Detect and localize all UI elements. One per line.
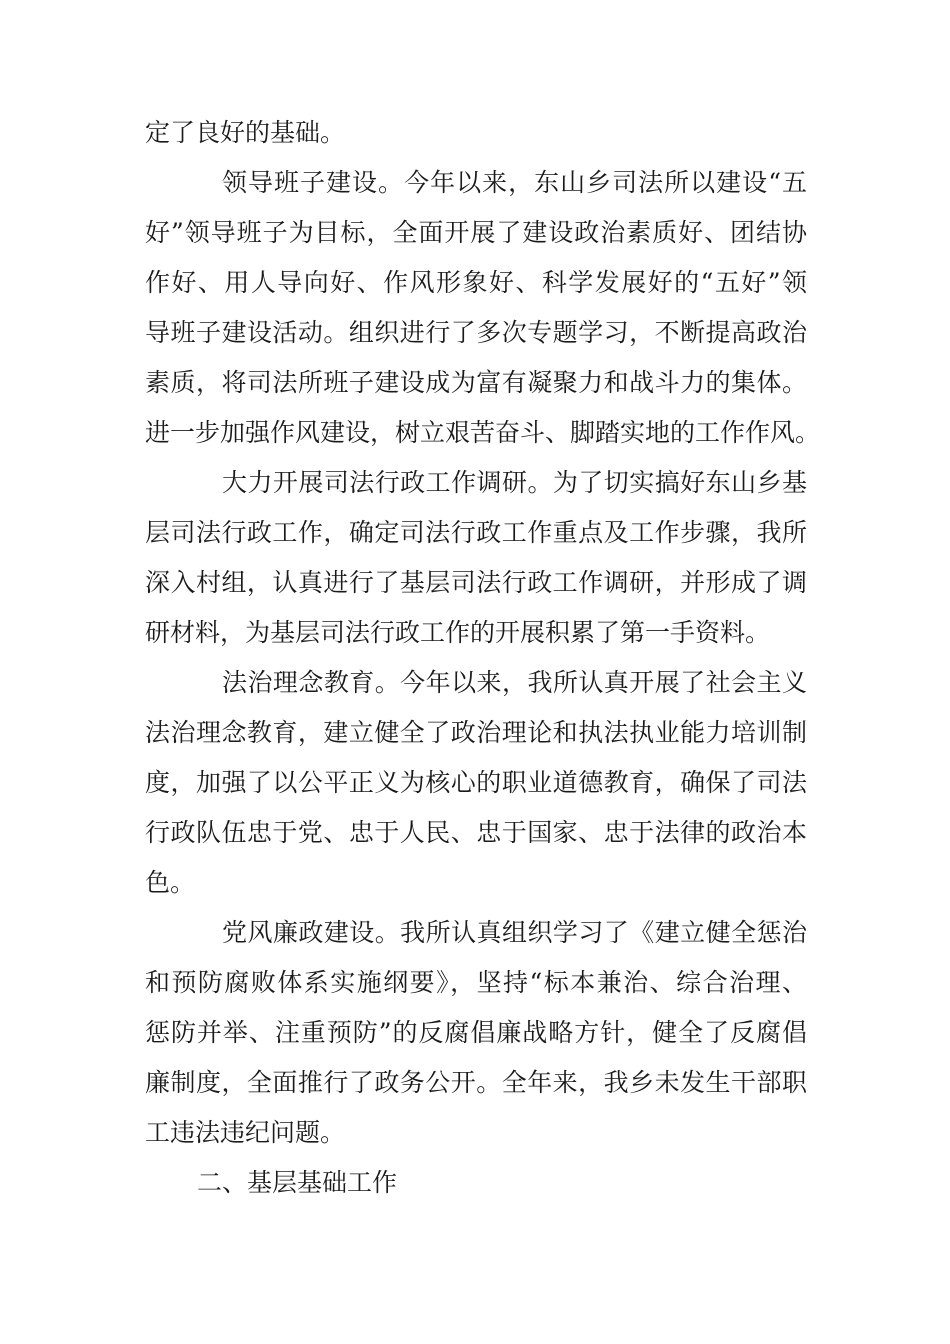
paragraph-4-line-1: 法治理念教育。今年以来，我所认真开展了社会主义 — [222, 668, 807, 697]
section-heading: 二、基层基础工作 — [197, 1168, 398, 1197]
paragraph-3-line-4: 研材料，为基层司法行政工作的开展积累了第一手资料。 — [145, 618, 771, 647]
paragraph-2-line-1: 领导班子建设。今年以来，东山乡司法所以建设“五 — [222, 168, 807, 197]
paragraph-4-line-3: 度，加强了以公平正义为核心的职业道德教育，确保了司法 — [145, 768, 807, 797]
paragraph-4-line-2: 法治理念教育，建立健全了政治理论和执法执业能力培训制 — [145, 718, 807, 747]
paragraph-5-line-1: 党风廉政建设。我所认真组织学习了《建立健全惩治 — [222, 918, 807, 947]
paragraph-3-line-1: 大力开展司法行政工作调研。为了切实搞好东山乡基 — [222, 468, 807, 497]
paragraph-2-line-3: 作好、用人导向好、作风形象好、科学发展好的“五好”领 — [145, 268, 807, 297]
document-body — [145, 108, 821, 1208]
paragraph-2-line-2: 好”领导班子为目标，全面开展了建设政治素质好、团结协 — [145, 218, 807, 247]
paragraph-5-line-5: 工违法违纪问题。 — [145, 1118, 346, 1147]
paragraph-5-line-3: 惩防并举、注重预防”的反腐倡廉战略方针，健全了反腐倡 — [145, 1018, 807, 1047]
paragraph-3-line-2: 层司法行政工作，确定司法行政工作重点及工作步骤，我所 — [145, 518, 807, 547]
paragraph-3-line-3: 深入村组，认真进行了基层司法行政工作调研，并形成了调 — [145, 568, 807, 597]
paragraph-4-line-4: 行政队伍忠于党、忠于人民、忠于国家、忠于法律的政治本 — [145, 818, 807, 847]
paragraph-2-line-4: 导班子建设活动。组织进行了多次专题学习，不断提高政治 — [145, 318, 807, 347]
paragraph-1-line-1: 定了良好的基础。 — [145, 118, 346, 147]
paragraph-2-line-5: 素质，将司法所班子建设成为富有凝聚力和战斗力的集体。 — [145, 368, 807, 397]
paragraph-2-line-6: 进一步加强作风建设，树立艰苦奋斗、脚踏实地的工作作风。 — [145, 418, 821, 447]
paragraph-5-line-4: 廉制度，全面推行了政务公开。全年来，我乡未发生干部职 — [145, 1068, 807, 1097]
paragraph-5-line-2: 和预防腐败体系实施纲要》，坚持“标本兼治、综合治理、 — [145, 968, 807, 997]
paragraph-4-line-5: 色。 — [145, 868, 196, 897]
